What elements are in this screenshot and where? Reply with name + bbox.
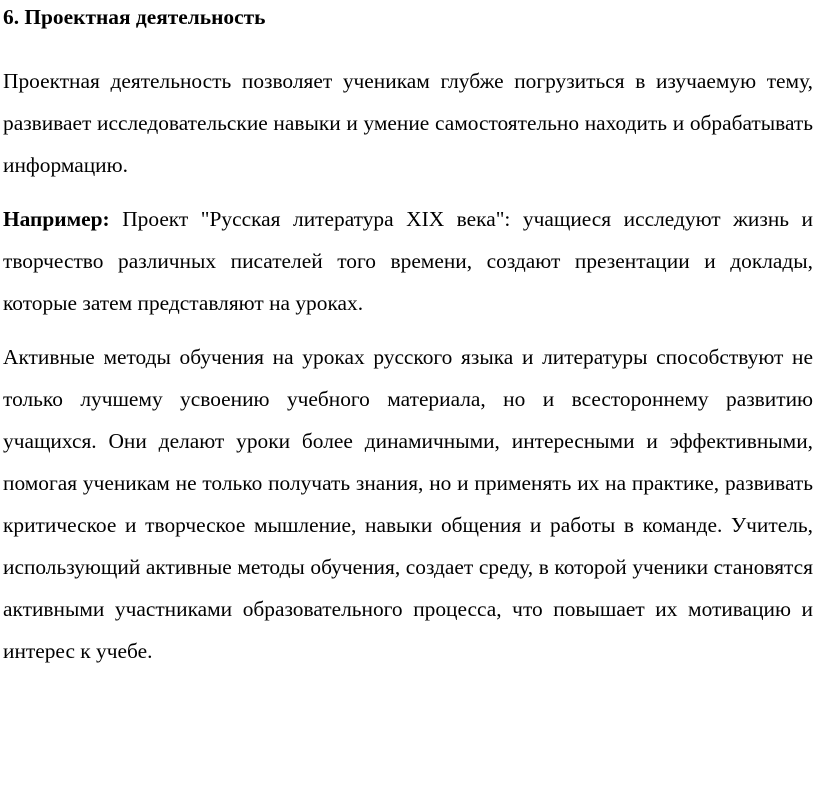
example-label: Например:: [3, 207, 110, 231]
paragraph-project-activity: Проектная деятельность позволяет ученикам глубже погрузиться в изучаемую тему, развивает исследовательские навыки и умение самостоятельно находить и обрабатывать информацию.: [3, 69, 813, 177]
document-page: [3, 0, 813, 672]
paragraph-active-methods: Активные методы обучения на уроках русского языка и литературы способствуют не только лучшему усвоению учебного материала, но и всестороннему развитию учащихся. Они делают уроки более динамичными, интересными и эффективными, помогая ученикам не только получать знания, но и применять их на практике, развивать критическое и творческое мышление, навыки общения и работы в команде. Учитель, использующий активные методы обучения, создает среду, в которой ученики становятся активными участниками образовательного процесса, что повышает их мотивацию и интерес к учебе.: [3, 345, 813, 663]
paragraph-example: [3, 198, 813, 324]
example-text: Проект "Русская литература XIX века": учащиеся исследуют жизнь и творчество различных писателей того времени, создают презентации и доклады, которые затем представляют на уроках.: [3, 207, 813, 315]
section-heading: 6. Проектная деятельность: [3, 5, 266, 29]
